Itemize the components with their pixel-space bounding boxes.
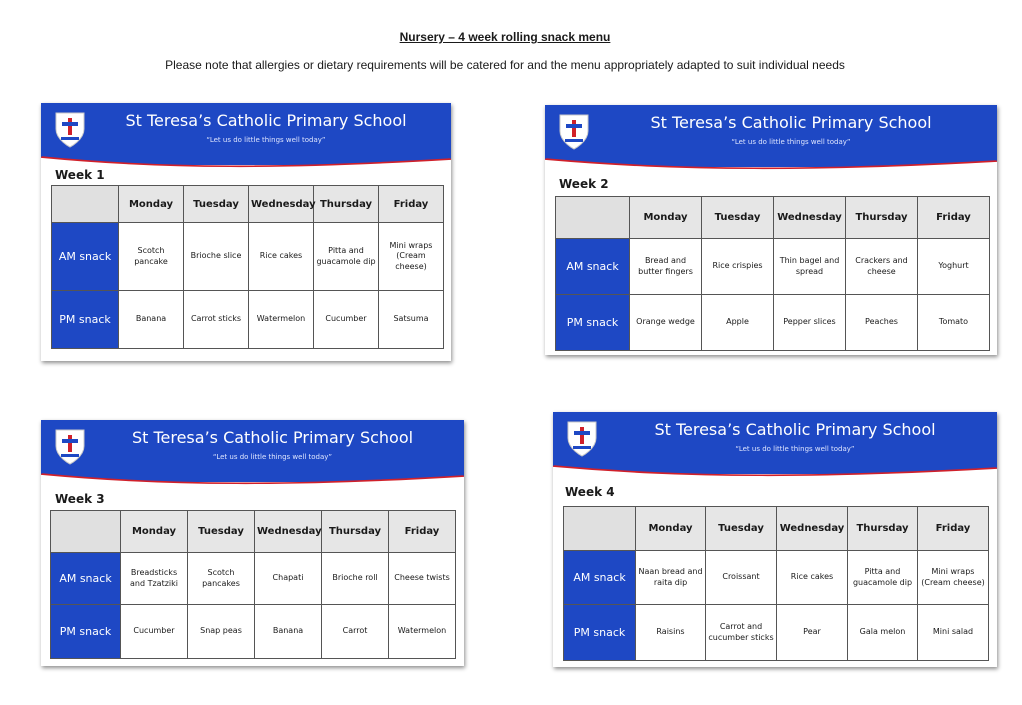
day-header: Monday [121,511,188,553]
snack-cell: Crackers and cheese [846,239,918,295]
snack-cell: Brioche roll [322,553,389,605]
snack-cell: Scotch pancakes [188,553,255,605]
page-title: Nursery – 4 week rolling snack menu [399,30,611,44]
snack-cell: Satsuma [379,291,444,349]
day-header: Thursday [848,507,918,551]
school-motto: “Let us do little things well today” [731,138,851,146]
corner-cell [556,197,630,239]
corner-cell [52,186,119,223]
school-name: St Teresa’s Catholic Primary School [654,420,936,439]
day-header: Thursday [846,197,918,239]
snack-cell: Brioche slice [184,223,249,291]
school-motto: “Let us do little things well today” [212,453,333,461]
school-name: St Teresa’s Catholic Primary School [125,111,407,130]
day-header: Tuesday [706,507,777,551]
snack-cell: Apple [702,295,774,351]
day-header: Wednesday [255,511,322,553]
snack-cell: Naan bread and raita dip [636,551,706,605]
day-header: Tuesday [188,511,255,553]
day-header: Thursday [322,511,389,553]
am-snack-label: AM snack [556,239,630,295]
snack-cell: Cucumber [314,291,379,349]
day-header: Thursday [314,186,379,223]
week-card-3 [41,420,464,666]
snack-cell: Rice cakes [777,551,848,605]
snack-cell: Pepper slices [774,295,846,351]
snack-cell: Chapati [255,553,322,605]
day-header: Friday [389,511,456,553]
snack-table [50,510,456,659]
day-header: Wednesday [249,186,314,223]
snack-cell: Yoghurt [918,239,990,295]
snack-cell: Pitta and guacamole dip [848,551,918,605]
day-header: Monday [636,507,706,551]
snack-cell: Raisins [636,605,706,661]
day-header: Monday [630,197,702,239]
am-snack-label: AM snack [52,223,119,291]
snack-cell: Bread and butter fingers [630,239,702,295]
snack-cell: Carrot and cucumber sticks [706,605,777,661]
snack-cell: Mini wraps (Cream cheese) [918,551,989,605]
snack-cell: Pear [777,605,848,661]
day-header: Friday [379,186,444,223]
day-header: Tuesday [702,197,774,239]
am-snack-label: AM snack [51,553,121,605]
pm-snack-label: PM snack [556,295,630,351]
snack-cell: Croissant [706,551,777,605]
snack-cell: Scotch pancake [119,223,184,291]
day-header: Friday [918,197,990,239]
pm-snack-label: PM snack [52,291,119,349]
snack-cell: Banana [255,605,322,659]
day-header: Monday [119,186,184,223]
school-motto: “Let us do little things well today” [735,445,855,453]
snack-cell: Watermelon [389,605,456,659]
dietary-note: Please note that allergies or dietary requirements will be catered for and the menu appropriately adapted to suit individual needs [165,58,845,72]
week-card-1 [41,103,451,361]
pm-snack-label: PM snack [51,605,121,659]
school-motto: “Let us do little things well today” [206,136,326,144]
corner-cell [564,507,636,551]
snack-cell: Breadsticks and Tzatziki [121,553,188,605]
week-label: Week 2 [559,177,609,191]
snack-cell: Peaches [846,295,918,351]
snack-cell: Watermelon [249,291,314,349]
snack-cell: Orange wedge [630,295,702,351]
snack-table [51,185,444,349]
snack-cell: Carrot sticks [184,291,249,349]
am-snack-label: AM snack [564,551,636,605]
day-header: Wednesday [777,507,848,551]
pm-snack-label: PM snack [564,605,636,661]
corner-cell [51,511,121,553]
school-name: St Teresa’s Catholic Primary School [131,428,414,447]
snack-cell: Pitta and guacamole dip [314,223,379,291]
snack-cell: Thin bagel and spread [774,239,846,295]
week-label: Week 3 [55,492,105,506]
snack-cell: Cucumber [121,605,188,659]
snack-table [563,506,989,661]
snack-cell: Tomato [918,295,990,351]
week-label: Week 4 [565,485,615,499]
snack-cell: Snap peas [188,605,255,659]
snack-cell: Carrot [322,605,389,659]
week-card-2 [545,105,997,355]
day-header: Tuesday [184,186,249,223]
snack-cell: Mini salad [918,605,989,661]
snack-cell: Rice crispies [702,239,774,295]
school-name: St Teresa’s Catholic Primary School [650,113,932,132]
snack-cell: Rice cakes [249,223,314,291]
week-card-4 [553,412,997,667]
snack-cell: Gala melon [848,605,918,661]
snack-table [555,196,990,351]
snack-cell: Mini wraps (Cream cheese) [379,223,444,291]
day-header: Friday [918,507,989,551]
day-header: Wednesday [774,197,846,239]
snack-cell: Cheese twists [389,553,456,605]
week-label: Week 1 [55,168,105,182]
snack-cell: Banana [119,291,184,349]
